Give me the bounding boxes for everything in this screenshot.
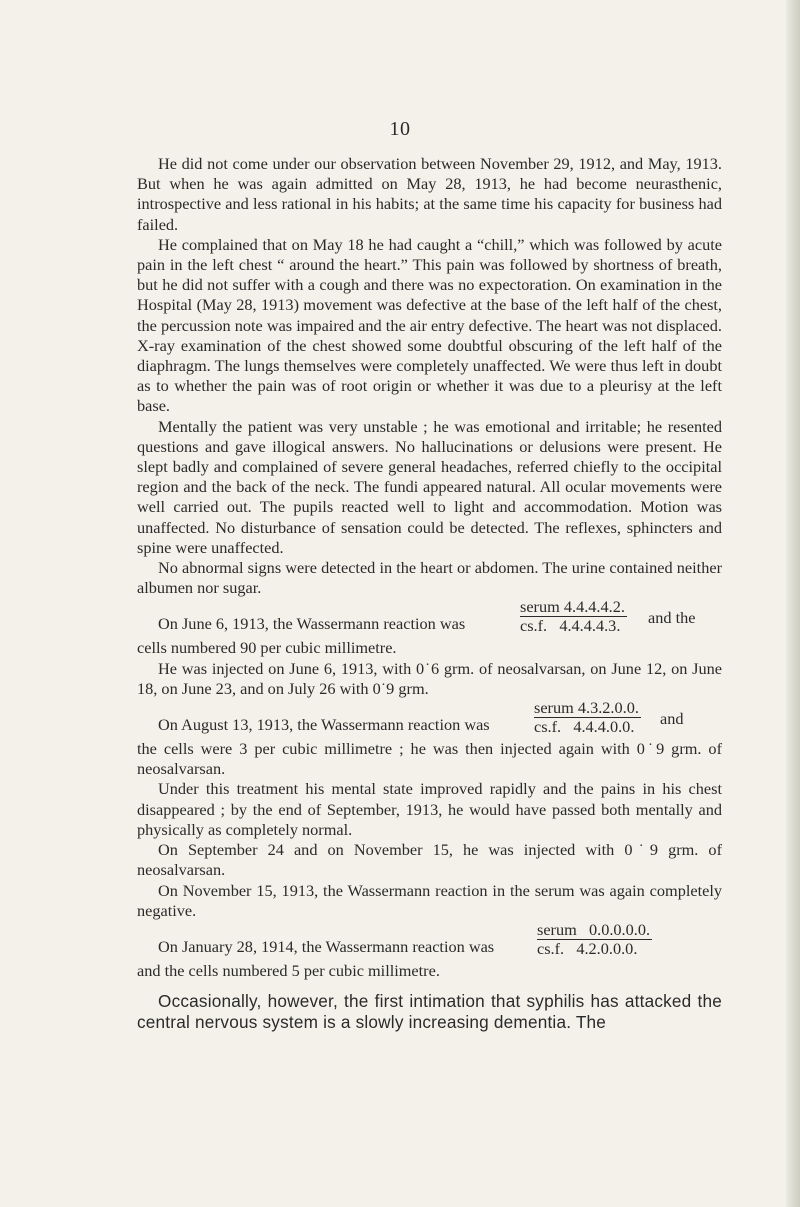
paragraph-dementia: Occasionally, however, the first intimation that syphilis has attacked the central nervous system is a slowly increasing dementia. The <box>137 991 722 1033</box>
paragraph-observation: He did not come under our observation between November 29, 1912, and May, 1913. But when he was again admitted on May 28, 1913, he had become neurasthenic, introspective and less rational in his habits; at the same time his capacity for business had failed. <box>137 154 722 234</box>
paragraph-cells-august: the cells were 3 per cubic millimetre ; he was then injected again with 0˙9 grm. of neosalvarsan. <box>137 739 722 779</box>
paragraph-injection-september: On September 24 and on November 15, he was injected with 0˙9 grm. of neosalvarsan. <box>137 840 722 880</box>
page-number: 10 <box>389 118 411 140</box>
wassermann-lead: On August 13, 1913, the Wassermann reaction was <box>158 715 490 735</box>
paragraph-improvement: Under this treatment his mental state improved rapidly and the pains in his chest disappeared ; by the end of September, 1913, he would have passed both mentally and physically as completely normal. <box>137 779 722 839</box>
csf-values: cs.f. 4.4.4.4.3. <box>520 616 621 636</box>
paragraph-mental-state: Mentally the patient was very unstable ; he was emotional and irritable; he resented questions and gave illogical answers. No hallucinations or delusions were present. He slept badly and complained of severe general headaches, referred chiefly to the occipital region and the back of the neck. The fundi appeared natural. All ocular movements were well carried out. The pupils reacted well to light and accommodation. Motion was unaffected. No disturbance of sensation could be detected. The reflexes, sphincters and spine were unaffected. <box>137 416 722 557</box>
serum-values: serum 4.4.4.4.2. <box>520 597 625 617</box>
paragraph-cells-january: and the cells numbered 5 per cubic millimetre. <box>137 960 440 980</box>
paragraph-cells-count: cells numbered 90 per cubic millimetre. <box>137 638 397 658</box>
wassermann-tail: and <box>660 709 684 729</box>
paragraph-negative-result: On November 15, 1913, the Wassermann reaction in the serum was again completely negative. <box>137 880 722 920</box>
csf-values: cs.f. 4.4.4.0.0. <box>534 717 635 737</box>
wassermann-result-january <box>137 921 722 961</box>
wassermann-result-june <box>137 598 722 638</box>
serum-values: serum 4.3.2.0.0. <box>534 698 639 718</box>
wassermann-tail: and the <box>648 608 696 628</box>
csf-values: cs.f. 4.2.0.0.0. <box>537 938 638 958</box>
page-edge-shadow <box>786 0 800 1207</box>
wassermann-lead: On June 6, 1913, the Wassermann reaction was <box>158 614 466 634</box>
paragraph-injection-june: He was injected on June 6, 1913, with 0˙6 grm. of neosalvarsan, on June 12, on June 18, on June 23, and on July 26 with 0˙9 grm. <box>137 658 722 698</box>
wassermann-lead: On January 28, 1914, the Wassermann reaction was <box>158 936 495 956</box>
paragraph-chest-pain: He complained that on May 18 he had caught a “chill,” which was followed by acute pain in the left chest “ around the heart.” This pain was followed by shortness of breath, but he did not suffer with a cough and there was no expectoration. On examination in the Hospital (May 28, 1913) movement was defective at the base of the left half of the chest, the percussion note was impaired and the air entry defective. The heart was not displaced. X-ray examination of the chest showed some doubtful obscuring of the left half of the diaphragm. The lungs themselves were completely unaffected. We were thus left in doubt as to whether the pain was of root origin or whether it was due to a pleurisy at the left base. <box>137 234 722 416</box>
document-body <box>137 154 722 1033</box>
paragraph-heart-abdomen: No abnormal signs were detected in the heart or abdomen. The urine contained neither albumen nor sugar. <box>137 558 722 598</box>
wassermann-result-august <box>137 699 722 739</box>
serum-values: serum 0.0.0.0.0. <box>537 919 651 939</box>
